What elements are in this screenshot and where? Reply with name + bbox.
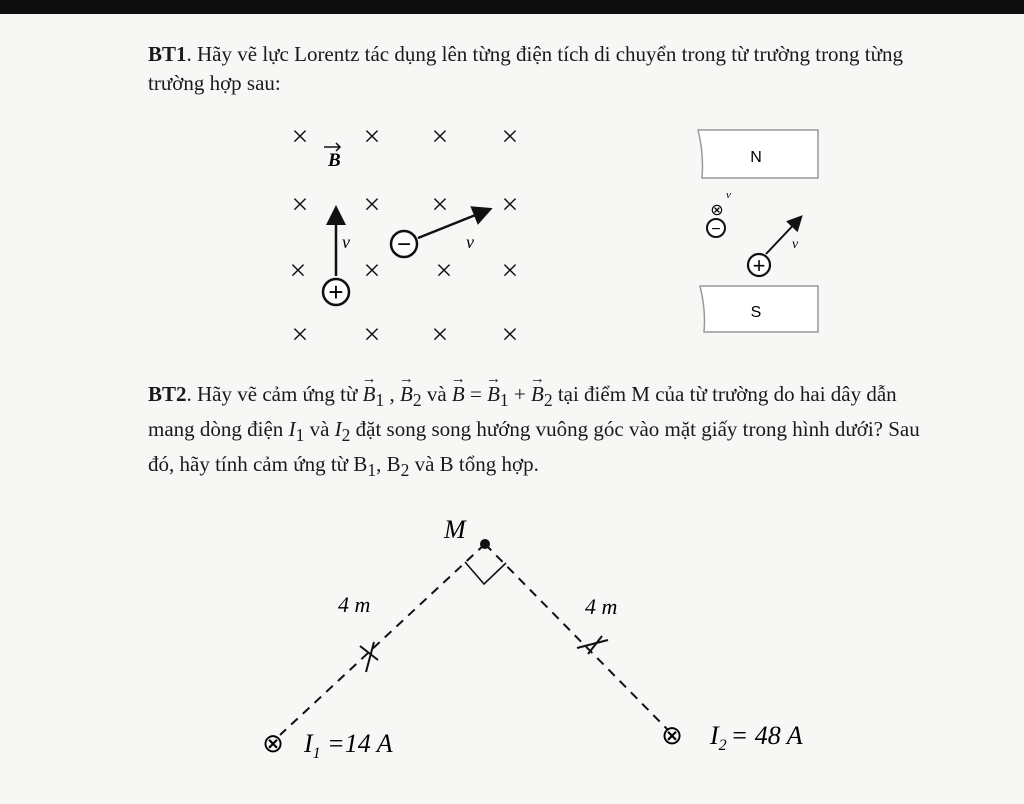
subscript: 2 — [341, 425, 351, 446]
current-symbol: I — [334, 417, 342, 442]
field-cross: × — [431, 120, 449, 153]
current-i2-label: $I_2 = 48$ A — [710, 721, 803, 754]
velocity-label: v — [466, 232, 474, 252]
subscript: 1 — [295, 425, 305, 446]
velocity-label: v — [726, 189, 731, 201]
field-cross: × — [363, 318, 381, 351]
bt2-label: BT2 — [148, 382, 187, 406]
subscript: 2 — [543, 390, 553, 411]
velocity-label: v — [792, 237, 799, 252]
point-m-label: M — [444, 515, 466, 544]
field-cross: × — [363, 120, 381, 153]
current-symbol: I — [288, 417, 296, 442]
bt1-text: . Hãy vẽ lực Lorentz tác dụng lên từng điện tích di chuyển trong từ trường trong từng trường hợp sau: — [148, 42, 904, 95]
north-label: N — [750, 149, 762, 166]
field-cross: × — [435, 254, 453, 287]
bt2-text: và — [421, 382, 452, 406]
field-cross: × — [501, 318, 519, 351]
minus-sign: − — [396, 231, 412, 258]
into-page-icon: ⊗ — [661, 720, 683, 750]
separator: , — [384, 382, 400, 406]
field-cross: × — [363, 254, 381, 287]
vector-b1: → B — [487, 380, 500, 409]
vector-b1: → B — [363, 380, 376, 409]
field-cross: × — [291, 120, 309, 153]
minus-sign: − — [711, 221, 721, 238]
plus-operator: + — [508, 382, 531, 406]
distance-label-2: 4 m — [585, 594, 618, 619]
field-cross: × — [363, 188, 381, 221]
subscript: 1 — [375, 390, 385, 411]
bt2-text: đặt song song hướng vuông góc vào mặt giấy trong hình dưới? Sau đó, hãy tính cảm ứng từ B — [148, 417, 920, 477]
field-cross: × — [501, 120, 519, 153]
bt1-label: BT1 — [148, 42, 187, 66]
field-cross: × — [431, 188, 449, 221]
plus-sign: + — [752, 253, 766, 278]
dashed-line-m-to-i2 — [485, 544, 668, 730]
subscript: 1 — [367, 460, 377, 481]
distance-label-1: 4 m — [338, 592, 371, 617]
field-cross: × — [501, 254, 519, 287]
into-page-icon: ⊗ — [262, 728, 284, 758]
south-label: S — [750, 304, 762, 321]
subscript: 1 — [499, 390, 509, 411]
field-cross: × — [291, 318, 309, 351]
field-cross: × — [501, 188, 519, 221]
vector-b2: → B — [400, 380, 413, 409]
field-cross: × — [291, 188, 309, 221]
vector-b: → B — [452, 380, 465, 409]
field-label: B — [328, 150, 341, 171]
dashed-line-m-to-i1 — [280, 544, 485, 735]
point-m-dot — [480, 539, 490, 549]
bt2-text: và — [304, 417, 335, 442]
current-i1-label: $I_1 =14$ A — [304, 729, 393, 762]
field-cross: × — [289, 254, 307, 287]
subscript: 2 — [412, 390, 422, 411]
bt2-text: và B tổng hợp. — [409, 452, 539, 477]
bt2-text: tại điểm M của từ trường do hai dây dẫn mang dòng điện — [148, 382, 897, 442]
plus-sign: + — [328, 277, 344, 307]
field-cross: × — [431, 318, 449, 351]
velocity-label: v — [342, 232, 350, 252]
subscript: 2 — [400, 460, 410, 481]
bt2-text: , B — [376, 452, 401, 477]
vector-b2: → B — [531, 380, 544, 409]
bt2-text: . Hãy vẽ cảm ứng từ — [186, 382, 363, 406]
right-angle-icon — [465, 562, 506, 584]
into-page-icon: ⊗ — [710, 202, 724, 219]
equals-sign: = — [464, 382, 488, 406]
